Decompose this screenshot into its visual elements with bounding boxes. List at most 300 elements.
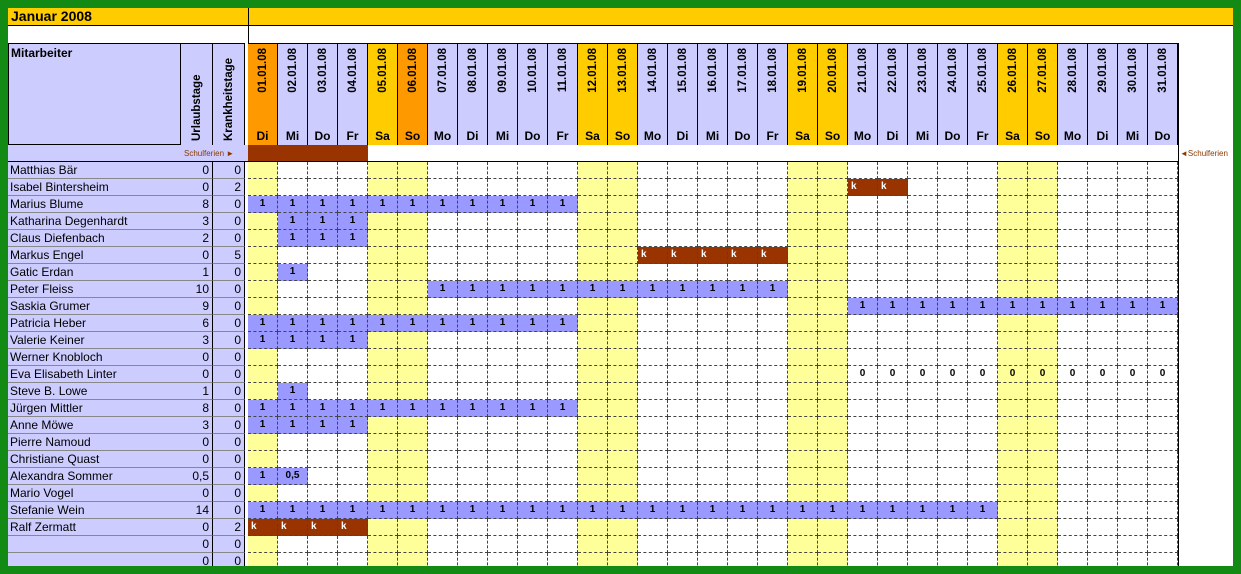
day-cell[interactable]: 0	[1058, 366, 1088, 383]
day-cell[interactable]	[578, 247, 608, 264]
day-cell[interactable]	[428, 247, 458, 264]
day-cell[interactable]	[1058, 502, 1088, 519]
day-cell[interactable]	[548, 230, 578, 247]
day-cell[interactable]: 1	[278, 315, 308, 332]
day-cell[interactable]	[248, 264, 278, 281]
day-cell[interactable]: 1	[1148, 298, 1178, 315]
day-cell[interactable]: 1	[338, 332, 368, 349]
day-cell[interactable]	[698, 196, 728, 213]
day-cell[interactable]: 1	[548, 196, 578, 213]
day-cell[interactable]	[1148, 213, 1178, 230]
day-cell[interactable]	[1088, 383, 1118, 400]
schulferien-cell[interactable]	[578, 145, 608, 162]
day-cell[interactable]	[1058, 553, 1088, 566]
day-cell[interactable]	[818, 451, 848, 468]
day-cell[interactable]	[1088, 468, 1118, 485]
day-cell[interactable]	[1058, 247, 1088, 264]
day-cell[interactable]	[728, 196, 758, 213]
day-cell[interactable]	[908, 536, 938, 553]
day-cell[interactable]	[548, 417, 578, 434]
day-cell[interactable]	[1148, 281, 1178, 298]
day-cell[interactable]	[398, 468, 428, 485]
day-cell[interactable]	[878, 434, 908, 451]
employee-name[interactable]: Stefanie Wein	[8, 502, 181, 519]
day-cell[interactable]	[938, 179, 968, 196]
day-cell[interactable]	[698, 536, 728, 553]
day-cell[interactable]: 1	[608, 502, 638, 519]
day-cell[interactable]	[968, 468, 998, 485]
employee-name[interactable]: Markus Engel	[8, 247, 181, 264]
day-cell[interactable]: 1	[638, 502, 668, 519]
day-cell[interactable]	[338, 349, 368, 366]
day-cell[interactable]	[848, 349, 878, 366]
day-cell[interactable]	[788, 349, 818, 366]
day-cell[interactable]	[1088, 400, 1118, 417]
day-cell[interactable]	[848, 196, 878, 213]
day-cell[interactable]	[698, 451, 728, 468]
day-cell[interactable]	[1088, 315, 1118, 332]
day-cell[interactable]	[848, 315, 878, 332]
day-cell[interactable]	[608, 196, 638, 213]
day-cell[interactable]	[848, 383, 878, 400]
day-cell[interactable]	[638, 298, 668, 315]
day-cell[interactable]	[428, 179, 458, 196]
day-cell[interactable]	[998, 383, 1028, 400]
day-cell[interactable]	[968, 247, 998, 264]
day-cell[interactable]	[998, 468, 1028, 485]
schulferien-cell[interactable]	[638, 145, 668, 162]
day-cell[interactable]	[698, 264, 728, 281]
day-cell[interactable]	[638, 519, 668, 536]
day-cell[interactable]	[578, 553, 608, 566]
day-cell[interactable]	[548, 536, 578, 553]
urlaubstage-cell[interactable]: 1	[181, 264, 213, 281]
day-cell[interactable]	[488, 349, 518, 366]
day-cell[interactable]: 1	[698, 281, 728, 298]
day-cell[interactable]: 1	[248, 332, 278, 349]
day-cell[interactable]	[818, 247, 848, 264]
day-cell[interactable]	[968, 553, 998, 566]
day-cell[interactable]	[788, 196, 818, 213]
day-cell[interactable]	[458, 162, 488, 179]
krankheitstage-cell[interactable]: 0	[213, 213, 245, 230]
day-cell[interactable]	[1148, 315, 1178, 332]
day-cell[interactable]	[368, 519, 398, 536]
day-cell[interactable]	[908, 247, 938, 264]
day-cell[interactable]	[1088, 230, 1118, 247]
day-cell[interactable]	[818, 315, 848, 332]
day-cell[interactable]	[1148, 502, 1178, 519]
day-cell[interactable]	[428, 536, 458, 553]
day-cell[interactable]	[848, 553, 878, 566]
day-cell[interactable]	[608, 349, 638, 366]
day-cell[interactable]: 1	[458, 281, 488, 298]
header-mitarbeiter[interactable]	[8, 43, 181, 145]
day-cell[interactable]	[248, 230, 278, 247]
day-cell[interactable]	[728, 332, 758, 349]
schulferien-cell[interactable]	[368, 145, 398, 162]
day-cell[interactable]	[578, 383, 608, 400]
day-cell[interactable]	[458, 349, 488, 366]
day-cell[interactable]	[1148, 349, 1178, 366]
day-cell[interactable]	[1118, 213, 1148, 230]
urlaubstage-cell[interactable]: 0	[181, 162, 213, 179]
day-cell[interactable]	[1028, 536, 1058, 553]
day-cell[interactable]: 1	[368, 502, 398, 519]
urlaubstage-cell[interactable]: 3	[181, 417, 213, 434]
day-cell[interactable]	[758, 264, 788, 281]
day-cell[interactable]	[608, 298, 638, 315]
day-cell[interactable]	[608, 553, 638, 566]
day-cell[interactable]	[338, 434, 368, 451]
day-cell[interactable]	[788, 451, 818, 468]
day-cell[interactable]	[608, 485, 638, 502]
day-cell[interactable]	[1028, 213, 1058, 230]
day-cell[interactable]	[908, 400, 938, 417]
day-cell[interactable]	[1028, 230, 1058, 247]
day-cell[interactable]	[1118, 434, 1148, 451]
day-cell[interactable]	[248, 553, 278, 566]
day-cell[interactable]	[728, 417, 758, 434]
day-cell[interactable]	[1148, 383, 1178, 400]
day-cell[interactable]	[878, 400, 908, 417]
day-cell[interactable]: 0,5	[278, 468, 308, 485]
day-cell[interactable]	[1058, 349, 1088, 366]
day-cell[interactable]	[968, 417, 998, 434]
schulferien-cell[interactable]	[1148, 145, 1178, 162]
day-cell[interactable]	[848, 451, 878, 468]
day-cell[interactable]	[728, 366, 758, 383]
day-cell[interactable]	[1088, 349, 1118, 366]
day-cell[interactable]: k	[728, 247, 758, 264]
day-cell[interactable]	[578, 451, 608, 468]
urlaubstage-cell[interactable]: 0	[181, 247, 213, 264]
day-cell[interactable]	[638, 213, 668, 230]
schulferien-cell[interactable]	[728, 145, 758, 162]
krankheitstage-cell[interactable]: 0	[213, 536, 245, 553]
day-cell[interactable]	[338, 179, 368, 196]
employee-name[interactable]: Peter Fleiss	[8, 281, 181, 298]
day-cell[interactable]	[878, 519, 908, 536]
schulferien-cell[interactable]	[788, 145, 818, 162]
day-cell[interactable]	[1058, 519, 1088, 536]
day-cell[interactable]	[938, 383, 968, 400]
day-cell[interactable]	[668, 196, 698, 213]
day-cell[interactable]	[818, 298, 848, 315]
day-cell[interactable]	[1088, 434, 1118, 451]
day-cell[interactable]	[758, 196, 788, 213]
day-cell[interactable]	[398, 230, 428, 247]
day-cell[interactable]	[698, 417, 728, 434]
day-header-21.01.08[interactable]	[848, 43, 878, 145]
day-cell[interactable]	[668, 400, 698, 417]
krankheitstage-cell[interactable]: 5	[213, 247, 245, 264]
day-cell[interactable]	[578, 179, 608, 196]
day-cell[interactable]	[578, 349, 608, 366]
day-cell[interactable]	[1088, 502, 1118, 519]
day-cell[interactable]: 1	[458, 502, 488, 519]
day-cell[interactable]	[968, 485, 998, 502]
day-cell[interactable]	[998, 162, 1028, 179]
day-cell[interactable]	[398, 553, 428, 566]
day-header-20.01.08[interactable]	[818, 43, 848, 145]
day-cell[interactable]	[818, 230, 848, 247]
day-cell[interactable]	[608, 468, 638, 485]
day-cell[interactable]: 1	[818, 502, 848, 519]
day-header-02.01.08[interactable]	[278, 43, 308, 145]
day-cell[interactable]	[1028, 485, 1058, 502]
day-cell[interactable]: 1	[518, 400, 548, 417]
day-cell[interactable]	[458, 213, 488, 230]
day-cell[interactable]	[1028, 162, 1058, 179]
day-cell[interactable]	[878, 264, 908, 281]
day-cell[interactable]	[1118, 315, 1148, 332]
day-cell[interactable]	[308, 553, 338, 566]
day-cell[interactable]	[968, 281, 998, 298]
day-cell[interactable]	[908, 196, 938, 213]
day-cell[interactable]	[758, 451, 788, 468]
day-cell[interactable]	[428, 434, 458, 451]
day-cell[interactable]	[668, 434, 698, 451]
day-cell[interactable]	[818, 332, 848, 349]
urlaubstage-cell[interactable]: 0	[181, 451, 213, 468]
day-cell[interactable]	[518, 383, 548, 400]
day-cell[interactable]	[248, 485, 278, 502]
day-cell[interactable]	[518, 553, 548, 566]
day-cell[interactable]	[488, 366, 518, 383]
day-cell[interactable]	[458, 485, 488, 502]
day-cell[interactable]: 0	[878, 366, 908, 383]
day-cell[interactable]	[368, 468, 398, 485]
day-cell[interactable]	[608, 247, 638, 264]
day-cell[interactable]	[818, 162, 848, 179]
day-cell[interactable]	[998, 230, 1028, 247]
schulferien-cell[interactable]	[308, 145, 338, 162]
day-cell[interactable]	[818, 281, 848, 298]
day-cell[interactable]: 1	[338, 213, 368, 230]
day-header-26.01.08[interactable]	[998, 43, 1028, 145]
day-cell[interactable]	[758, 553, 788, 566]
day-cell[interactable]: 1	[458, 400, 488, 417]
day-cell[interactable]	[758, 485, 788, 502]
day-cell[interactable]	[1118, 162, 1148, 179]
day-cell[interactable]	[1028, 502, 1058, 519]
day-cell[interactable]	[728, 468, 758, 485]
day-cell[interactable]	[1148, 247, 1178, 264]
schulferien-cell[interactable]	[908, 145, 938, 162]
day-cell[interactable]	[938, 230, 968, 247]
day-cell[interactable]	[278, 536, 308, 553]
day-cell[interactable]	[938, 349, 968, 366]
day-cell[interactable]	[488, 434, 518, 451]
day-cell[interactable]	[428, 468, 458, 485]
day-cell[interactable]	[458, 264, 488, 281]
day-header-18.01.08[interactable]	[758, 43, 788, 145]
day-cell[interactable]	[578, 196, 608, 213]
employee-name[interactable]: Steve B. Lowe	[8, 383, 181, 400]
day-cell[interactable]	[1118, 383, 1148, 400]
day-cell[interactable]	[848, 264, 878, 281]
day-cell[interactable]	[578, 400, 608, 417]
day-cell[interactable]	[668, 553, 698, 566]
day-cell[interactable]	[1088, 553, 1118, 566]
day-header-12.01.08[interactable]	[578, 43, 608, 145]
krankheitstage-cell[interactable]: 2	[213, 519, 245, 536]
day-cell[interactable]	[638, 383, 668, 400]
day-cell[interactable]	[878, 196, 908, 213]
day-cell[interactable]	[698, 468, 728, 485]
day-cell[interactable]	[458, 434, 488, 451]
day-cell[interactable]	[1058, 451, 1088, 468]
day-cell[interactable]	[578, 264, 608, 281]
day-cell[interactable]	[368, 553, 398, 566]
employee-name[interactable]: Mario Vogel	[8, 485, 181, 502]
day-cell[interactable]: 1	[428, 196, 458, 213]
day-cell[interactable]	[428, 519, 458, 536]
day-cell[interactable]	[728, 315, 758, 332]
day-cell[interactable]	[1148, 400, 1178, 417]
day-header-19.01.08[interactable]	[788, 43, 818, 145]
day-cell[interactable]	[998, 264, 1028, 281]
day-cell[interactable]	[698, 400, 728, 417]
day-cell[interactable]	[308, 264, 338, 281]
day-cell[interactable]	[1118, 417, 1148, 434]
day-cell[interactable]	[428, 417, 458, 434]
day-cell[interactable]	[1028, 349, 1058, 366]
day-cell[interactable]: 1	[308, 230, 338, 247]
day-cell[interactable]	[1148, 332, 1178, 349]
day-cell[interactable]	[1028, 519, 1058, 536]
day-cell[interactable]	[878, 247, 908, 264]
day-cell[interactable]	[1058, 536, 1088, 553]
day-header-31.01.08[interactable]	[1148, 43, 1178, 145]
day-cell[interactable]	[428, 383, 458, 400]
day-cell[interactable]	[668, 366, 698, 383]
header-krankheitstage[interactable]	[213, 43, 245, 145]
day-cell[interactable]	[308, 162, 338, 179]
day-cell[interactable]: 1	[368, 196, 398, 213]
day-cell[interactable]	[398, 366, 428, 383]
day-cell[interactable]: 0	[1028, 366, 1058, 383]
urlaubstage-cell[interactable]: 2	[181, 230, 213, 247]
day-cell[interactable]: 1	[278, 400, 308, 417]
urlaubstage-cell[interactable]: 0	[181, 366, 213, 383]
urlaubstage-cell[interactable]: 6	[181, 315, 213, 332]
day-cell[interactable]: 1	[938, 502, 968, 519]
day-cell[interactable]	[248, 162, 278, 179]
day-cell[interactable]	[488, 332, 518, 349]
day-cell[interactable]: 1	[368, 315, 398, 332]
day-cell[interactable]	[788, 366, 818, 383]
day-cell[interactable]	[878, 383, 908, 400]
day-cell[interactable]	[668, 230, 698, 247]
day-cell[interactable]	[638, 485, 668, 502]
day-cell[interactable]	[338, 264, 368, 281]
day-cell[interactable]	[1028, 434, 1058, 451]
day-cell[interactable]	[788, 281, 818, 298]
day-cell[interactable]	[248, 349, 278, 366]
day-cell[interactable]	[728, 179, 758, 196]
day-cell[interactable]: 1	[548, 315, 578, 332]
day-cell[interactable]	[668, 315, 698, 332]
day-cell[interactable]	[1058, 281, 1088, 298]
day-cell[interactable]: 1	[998, 298, 1028, 315]
day-cell[interactable]: 1	[908, 502, 938, 519]
day-cell[interactable]	[428, 332, 458, 349]
day-cell[interactable]	[458, 553, 488, 566]
day-cell[interactable]	[1088, 451, 1118, 468]
day-cell[interactable]	[698, 332, 728, 349]
day-cell[interactable]: 1	[338, 196, 368, 213]
day-cell[interactable]	[458, 417, 488, 434]
day-cell[interactable]	[278, 553, 308, 566]
day-cell[interactable]	[818, 213, 848, 230]
day-cell[interactable]: k	[248, 519, 278, 536]
day-cell[interactable]	[968, 230, 998, 247]
day-cell[interactable]	[728, 213, 758, 230]
day-cell[interactable]	[608, 332, 638, 349]
day-cell[interactable]	[938, 434, 968, 451]
krankheitstage-cell[interactable]: 0	[213, 468, 245, 485]
day-cell[interactable]: 1	[248, 502, 278, 519]
day-cell[interactable]: 1	[1088, 298, 1118, 315]
day-cell[interactable]	[758, 213, 788, 230]
day-cell[interactable]: k	[338, 519, 368, 536]
day-cell[interactable]	[758, 230, 788, 247]
day-cell[interactable]: 1	[308, 332, 338, 349]
schulferien-cell[interactable]	[278, 145, 308, 162]
urlaubstage-cell[interactable]: 0	[181, 519, 213, 536]
day-cell[interactable]	[818, 468, 848, 485]
day-cell[interactable]	[548, 162, 578, 179]
day-cell[interactable]	[518, 298, 548, 315]
day-cell[interactable]	[488, 553, 518, 566]
day-cell[interactable]	[578, 468, 608, 485]
day-cell[interactable]	[518, 213, 548, 230]
day-cell[interactable]	[998, 247, 1028, 264]
day-cell[interactable]	[278, 298, 308, 315]
day-cell[interactable]	[788, 400, 818, 417]
day-cell[interactable]	[458, 519, 488, 536]
day-cell[interactable]	[368, 451, 398, 468]
day-cell[interactable]	[788, 468, 818, 485]
day-cell[interactable]	[668, 468, 698, 485]
day-cell[interactable]	[608, 264, 638, 281]
day-cell[interactable]	[698, 179, 728, 196]
urlaubstage-cell[interactable]: 14	[181, 502, 213, 519]
day-cell[interactable]	[818, 536, 848, 553]
day-cell[interactable]	[368, 162, 398, 179]
day-cell[interactable]	[668, 536, 698, 553]
day-cell[interactable]: 1	[338, 315, 368, 332]
day-cell[interactable]: 0	[1118, 366, 1148, 383]
day-cell[interactable]	[1088, 179, 1118, 196]
day-cell[interactable]	[488, 264, 518, 281]
urlaubstage-cell[interactable]: 8	[181, 400, 213, 417]
day-cell[interactable]	[878, 553, 908, 566]
day-cell[interactable]	[698, 298, 728, 315]
day-cell[interactable]	[998, 349, 1028, 366]
day-cell[interactable]: k	[758, 247, 788, 264]
day-cell[interactable]	[788, 264, 818, 281]
day-cell[interactable]: 1	[338, 230, 368, 247]
day-cell[interactable]	[638, 349, 668, 366]
day-cell[interactable]	[788, 383, 818, 400]
krankheitstage-cell[interactable]: 0	[213, 400, 245, 417]
day-cell[interactable]	[908, 213, 938, 230]
day-header-29.01.08[interactable]	[1088, 43, 1118, 145]
day-cell[interactable]	[878, 417, 908, 434]
